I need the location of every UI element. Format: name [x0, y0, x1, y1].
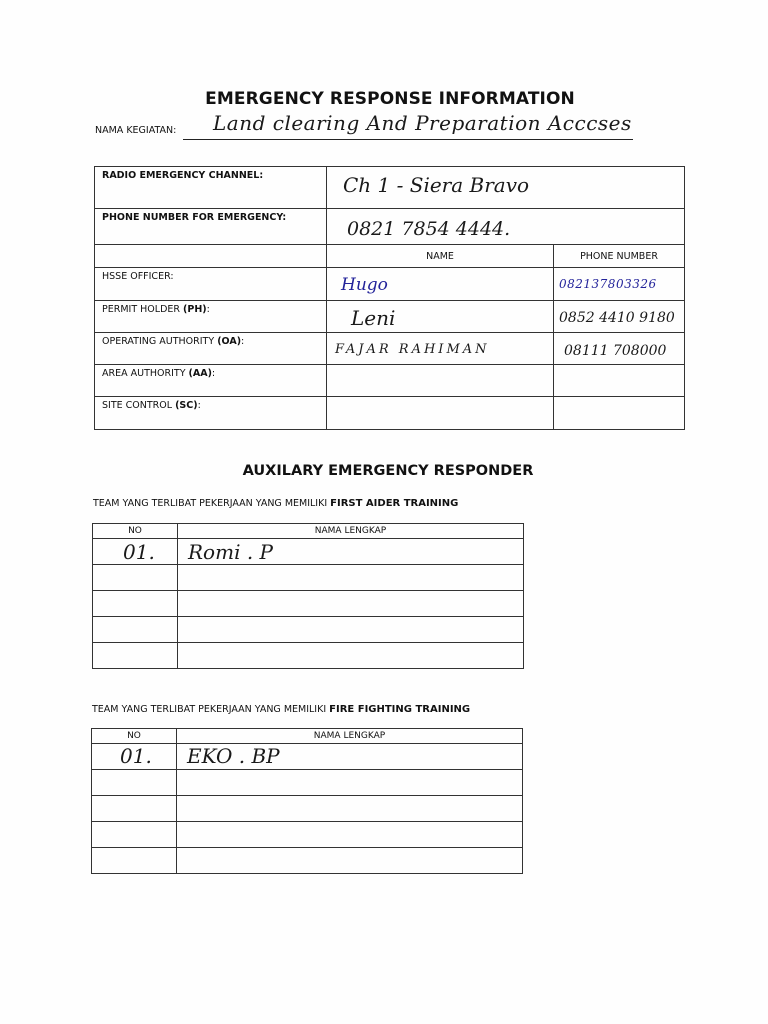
role-label: OPERATING AUTHORITY (OA): [95, 333, 327, 365]
role-name-cell [327, 365, 554, 397]
nama-column-header: NAMA LENGKAP [177, 729, 523, 744]
role-phone-cell [554, 268, 685, 301]
table-row [92, 822, 523, 848]
no-column-header: NO [92, 729, 177, 744]
emergency-phone-value: 0821 7854 4444. [347, 218, 511, 240]
nama-kegiatan-underline [183, 139, 633, 140]
nama-cell [178, 539, 524, 565]
table-row [93, 643, 524, 669]
table-row [93, 565, 524, 591]
radio-channel-row [95, 167, 685, 209]
aux-section-title: AUXILARY EMERGENCY RESPONDER [242, 463, 534, 479]
role-name-cell [327, 301, 554, 333]
phone-column-header: PHONE NUMBER [554, 245, 685, 268]
emergency-phone-cell [327, 209, 685, 245]
nama-kegiatan-value: Land clearing And Preparation Acccses [213, 111, 632, 135]
role-name: Hugo [341, 275, 388, 295]
nama-cell [177, 744, 523, 770]
table-row [93, 539, 524, 565]
radio-channel-label: RADIO EMERGENCY CHANNEL: [95, 167, 327, 209]
role-name-cell [327, 397, 554, 430]
table-header-row [93, 524, 524, 539]
role-name: FAJAR RAHIMAN [335, 342, 490, 357]
table-row [92, 848, 523, 874]
role-phone: 08111 708000 [564, 343, 667, 359]
role-name-cell [327, 268, 554, 301]
nama-value: Romi . P [188, 540, 273, 564]
role-phone: 0852 4410 9180 [559, 310, 675, 326]
emergency-phone-row [95, 209, 685, 245]
table-header-row [92, 729, 523, 744]
fire-fighting-table [91, 728, 523, 874]
role-row-ph [95, 301, 685, 333]
role-row-hsse [95, 268, 685, 301]
role-label: SITE CONTROL (SC): [95, 397, 327, 430]
role-row-sc [95, 397, 685, 430]
no-cell [92, 744, 177, 770]
role-phone-cell [554, 397, 685, 430]
role-phone-cell [554, 301, 685, 333]
page-title: EMERGENCY RESPONSE INFORMATION [205, 89, 575, 109]
table-row [93, 617, 524, 643]
role-phone-cell [554, 365, 685, 397]
table-row [92, 770, 523, 796]
table-row [92, 796, 523, 822]
role-label: HSSE OFFICER: [95, 268, 327, 301]
column-header-row [95, 245, 685, 268]
role-phone: 082137803326 [559, 277, 657, 291]
emergency-info-table [94, 166, 685, 430]
fire-fighting-label: TEAM YANG TERLIBAT PEKERJAAN YANG MEMILIKI FIRE FIGHTING TRAINING [92, 704, 471, 715]
no-cell [93, 539, 178, 565]
role-name-cell [327, 333, 554, 365]
radio-channel-cell [327, 167, 685, 209]
role-label: PERMIT HOLDER (PH): [95, 301, 327, 333]
role-label: AREA AUTHORITY (AA): [95, 365, 327, 397]
name-column-header: NAME [327, 245, 554, 268]
first-aider-label: TEAM YANG TERLIBAT PEKERJAAN YANG MEMILIKI FIRST AIDER TRAINING [93, 498, 459, 509]
table-row [93, 591, 524, 617]
role-name: Leni [351, 306, 396, 330]
role-row-oa [95, 333, 685, 365]
no-value: 01. [123, 540, 155, 564]
nama-column-header: NAMA LENGKAP [178, 524, 524, 539]
role-row-aa [95, 365, 685, 397]
nama-value: EKO . BP [187, 744, 280, 768]
nama-kegiatan-label: NAMA KEGIATAN: [95, 125, 177, 136]
radio-channel-value: Ch 1 - Siera Bravo [343, 173, 530, 197]
no-column-header: NO [93, 524, 178, 539]
first-aider-table [92, 523, 524, 669]
role-phone-cell [554, 333, 685, 365]
emergency-phone-label: PHONE NUMBER FOR EMERGENCY: [95, 209, 327, 245]
table-row [92, 744, 523, 770]
no-value: 01. [120, 744, 152, 768]
header-empty-cell [95, 245, 327, 268]
